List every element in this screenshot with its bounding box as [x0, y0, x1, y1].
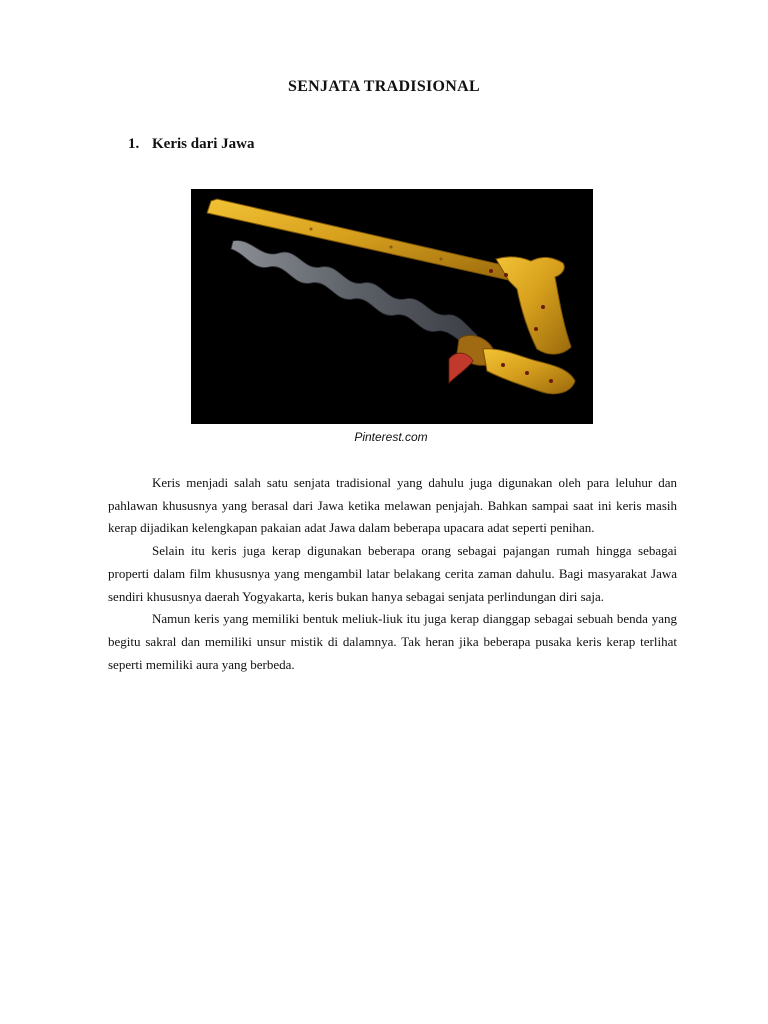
paragraph-3: Namun keris yang memiliki bentuk meliuk-liuk itu juga kerap dianggap sebagai sebuah benda yang begitu sakral dan memiliki unsur mistik di dalamnya. Tak heran jika beberapa pusaka keris kerap terlihat seperti memiliki aura yang berbeda. — [108, 611, 677, 672]
figure-caption: Pinterest.com — [354, 430, 428, 444]
paragraph-2: Selain itu keris juga kerap digunakan beberapa orang sebagai pajangan rumah hingga sebagai properti dalam film khususnya yang mengambil latar belakang cerita zaman dahulu. Bagi masyarakat Jawa sendiri khususnya daerah Yogyakarta, keris bukan hanya sebagai senjata perlindungan diri saja. — [108, 543, 677, 604]
keris-photo — [191, 189, 593, 424]
body-text — [108, 472, 677, 676]
section-heading-text: Keris dari Jawa — [152, 136, 255, 152]
keris-illustration — [191, 189, 593, 424]
section-number: 1. — [128, 136, 140, 152]
document-title: SENJATA TRADISIONAL — [288, 78, 480, 95]
section-heading — [128, 136, 255, 153]
paragraph-1: Keris menjadi salah satu senjata tradisional yang dahulu juga digunakan oleh para leluhur dan pahlawan khususnya yang berasal dari Jawa ketika melawan penjajah. Bahkan sampai saat ini keris masih kerap dijadikan kelengkapan pakaian adat Jawa dalam beberapa upacara adat seperti penihan. — [108, 475, 677, 536]
